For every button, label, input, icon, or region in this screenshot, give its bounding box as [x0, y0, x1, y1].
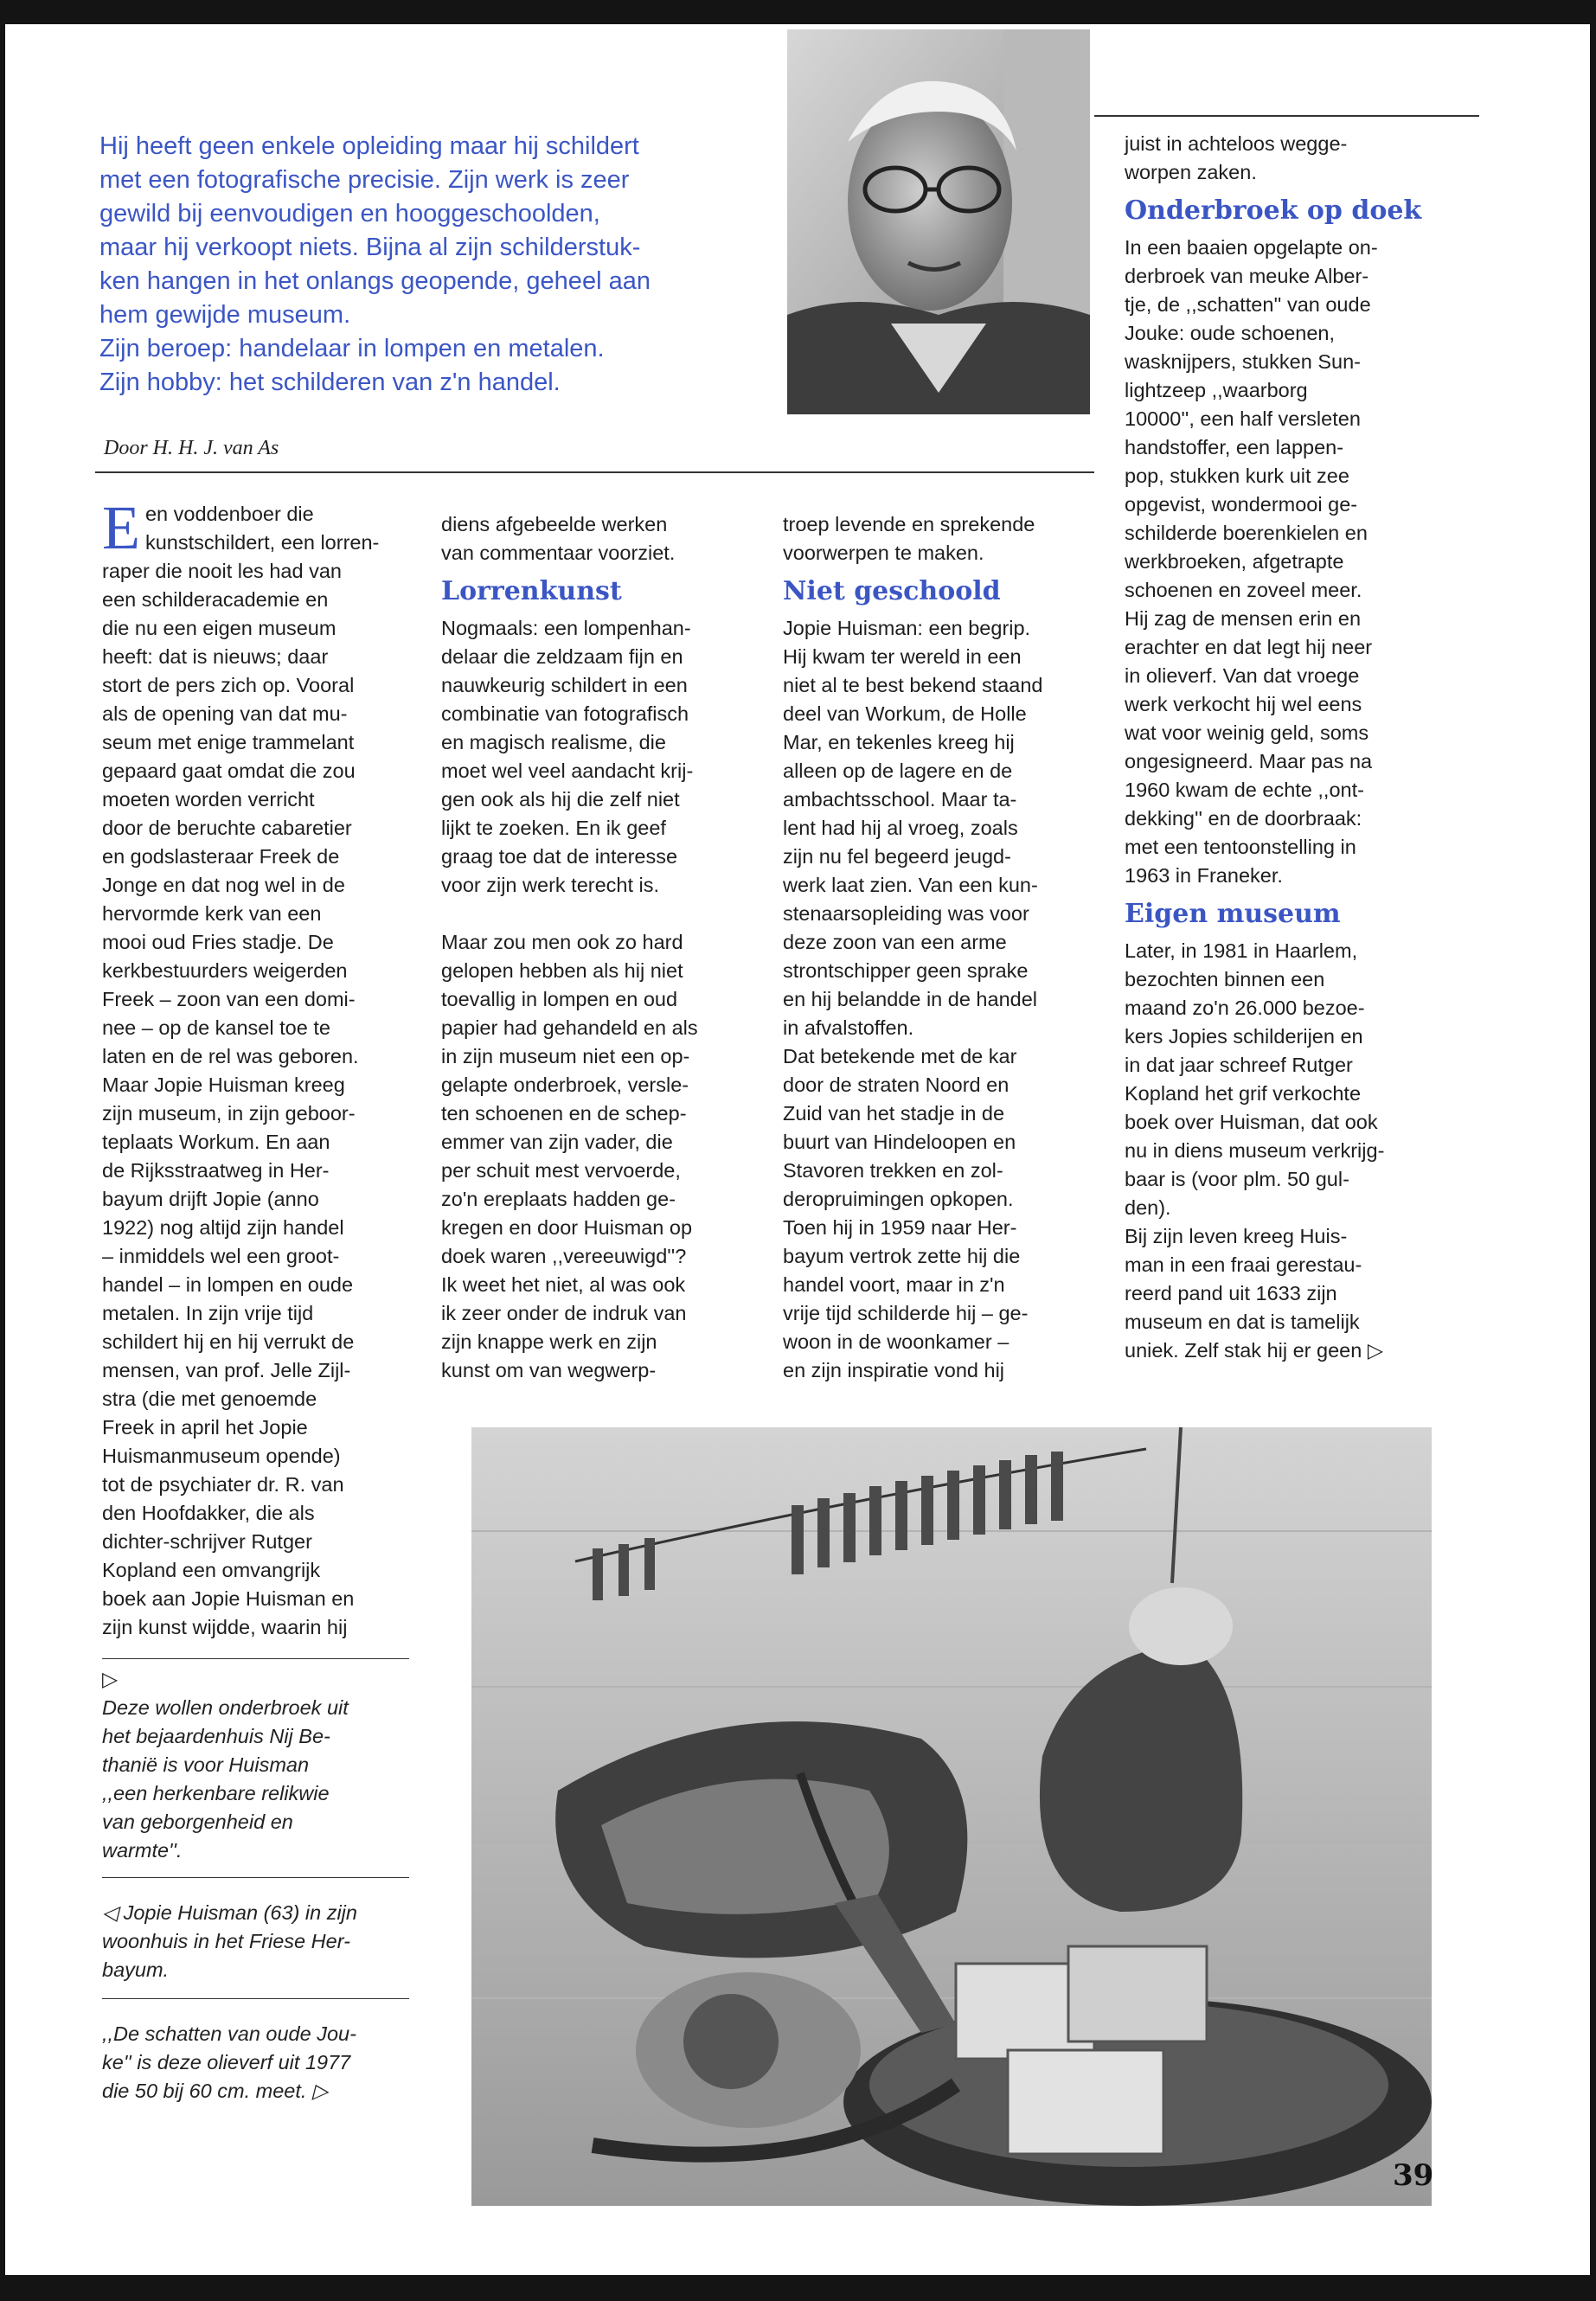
body-line: schildert hij en hij verrukt de	[102, 1330, 355, 1353]
body-line: Jopie Huisman: een begrip.	[783, 617, 1031, 639]
body-line: Bij zijn leven kreeg Huis-	[1125, 1225, 1348, 1247]
body-line: buurt van Hindeloopen en	[783, 1131, 1016, 1153]
section-heading-onderbroek-op-doek: Onderbroek op doek	[1125, 195, 1422, 226]
body-line: museum en dat is tamelijk	[1125, 1311, 1360, 1333]
body-line: – inmiddels wel een groot-	[102, 1245, 340, 1267]
body-line: Later, in 1981 in Haarlem,	[1125, 939, 1358, 962]
intro-line: Zijn hobby: het schilderen van z'n handel.	[99, 369, 561, 396]
body-line: Nogmaals: een lompenhan-	[441, 617, 691, 639]
body-line: moeten worden verricht	[102, 788, 315, 811]
body-line: ik zeer onder de indruk van	[441, 1302, 687, 1324]
divider-rule-right	[1094, 115, 1479, 117]
body-line: pop, stukken kurk uit zee	[1125, 465, 1349, 487]
painting-photo	[471, 1427, 1432, 2206]
body-line: ongesigneerd. Maar pas na	[1125, 750, 1373, 772]
body-line: in dat jaar schreef Rutger	[1125, 1054, 1353, 1076]
body-line: door de beruchte cabaretier	[102, 817, 352, 839]
top-border	[0, 0, 1596, 24]
body-line: bayum vertrok zette hij die	[783, 1245, 1021, 1267]
body-line: raper die nooit les had van	[102, 560, 342, 582]
body-line: Maar Jopie Huisman kreeg	[102, 1074, 345, 1096]
caption-rule	[102, 1877, 409, 1878]
column-4	[1125, 130, 1436, 1365]
caption-painting	[102, 2020, 409, 2106]
caption-line: die 50 bij 60 cm. meet. ▷	[102, 2080, 329, 2102]
body-line: lightzeep ,,waarborg	[1125, 379, 1308, 401]
body-line: bezochten binnen een	[1125, 968, 1325, 990]
body-line: Hij kwam ter wereld in een	[783, 645, 1022, 668]
body-line: voorwerpen te maken.	[783, 542, 984, 564]
body-line: uniek. Zelf stak hij er geen ▷	[1125, 1339, 1383, 1362]
body-line: kunstschildert, een lorren-	[144, 531, 380, 554]
body-line: boek aan Jopie Huisman en	[102, 1587, 355, 1610]
body-line: Kopland het grif verkochte	[1125, 1082, 1362, 1105]
body-line: alleen op de lagere en de	[783, 760, 1013, 782]
body-line: stort de pers zich op. Vooral	[102, 674, 355, 696]
body-line: tje, de ,,schatten'' van oude	[1125, 293, 1371, 316]
body-line: 1963 in Franeker.	[1125, 864, 1283, 887]
body-line: een schilderacademie en	[102, 588, 329, 611]
column-1	[102, 493, 413, 1642]
body-line: handstoffer, een lappen-	[1125, 436, 1344, 458]
body-line: 1960 kwam de echte ,,ont-	[1125, 779, 1364, 801]
intro-line: Zijn beroep: handelaar in lompen en metalen.	[99, 335, 605, 362]
body-line: Mar, en tekenles kreeg hij	[783, 731, 1015, 753]
body-line: mooi oud Fries stadje. De	[102, 931, 334, 953]
body-line: laten en de rel was geboren.	[102, 1045, 359, 1067]
body-line: man in een fraai gerestau-	[1125, 1253, 1362, 1276]
body-line: in afvalstoffen.	[783, 1016, 914, 1039]
intro-line: gewild bij eenvoudigen en hooggeschoolden,	[99, 200, 600, 228]
body-line: heeft: dat is nieuws; daar	[102, 645, 329, 668]
body-line: delaar die zeldzaam fijn en	[441, 645, 683, 668]
body-line: Freek – zoon van een domi-	[102, 988, 356, 1010]
body-line: lent had hij al vroeg, zoals	[783, 817, 1018, 839]
body-line: opgevist, wondermooi ge-	[1125, 493, 1358, 516]
body-line: gelapte onderbroek, versle-	[441, 1074, 689, 1096]
body-line: als de opening van dat mu-	[102, 702, 348, 725]
body-line: kerkbestuurders weigerden	[102, 959, 348, 982]
body-line: zijn museum, in zijn geboor-	[102, 1102, 356, 1125]
body-line: nu in diens museum verkrijg-	[1125, 1139, 1385, 1162]
body-line: vrije tijd schilderde hij – ge-	[783, 1302, 1029, 1324]
body-line: 10000'', een half versleten	[1125, 407, 1361, 430]
body-line: ambachtsschool. Maar ta-	[783, 788, 1017, 811]
caption-arrow: ▷	[102, 1668, 119, 1690]
body-line: en magisch realisme, die	[441, 731, 666, 753]
left-border	[0, 0, 5, 2301]
body-line: door de straten Noord en	[783, 1074, 1010, 1096]
body-line: moet wel veel aandacht krij-	[441, 760, 694, 782]
body-line: die nu een eigen museum	[102, 617, 337, 639]
right-border	[1590, 0, 1596, 2301]
body-line: wasknijpers, stukken Sun-	[1125, 350, 1361, 373]
column-2	[441, 510, 753, 1385]
body-line: mensen, van prof. Jelle Zijl-	[102, 1359, 351, 1381]
body-line: werk laat zien. Van een kun-	[783, 874, 1038, 896]
body-line: woon in de woonkamer –	[783, 1330, 1010, 1353]
body-line: emmer van zijn vader, die	[441, 1131, 673, 1153]
body-line: deze zoon van een arme	[783, 931, 1007, 953]
caption-line: bayum.	[102, 1958, 170, 1981]
body-line: nee – op de kansel toe te	[102, 1016, 330, 1039]
body-line: teplaats Workum. En aan	[102, 1131, 330, 1153]
body-line: combinatie van fotografisch	[441, 702, 689, 725]
caption-line: ke'' is deze olieverf uit 1977	[102, 2051, 351, 2073]
caption-line: Deze wollen onderbroek uit	[102, 1696, 349, 1719]
intro-line: hem gewijde museum.	[99, 301, 351, 329]
body-line: en zijn inspiratie vond hij	[783, 1359, 1005, 1381]
body-line: per schuit mest vervoerde,	[441, 1159, 681, 1182]
body-line: zo'n ereplaats hadden ge-	[441, 1188, 676, 1210]
body-line: ten schoenen en de schep-	[441, 1102, 687, 1125]
intro-line: ken hangen in het onlangs geopende, geheel aan	[99, 267, 651, 295]
body-line: den Hoofdakker, die als	[102, 1502, 315, 1524]
body-line: kunst om van wegwerp-	[441, 1359, 657, 1381]
body-line: boek over Huisman, dat ook	[1125, 1111, 1378, 1133]
body-line: seum met enige trammelant	[102, 731, 355, 753]
body-line: wat voor weinig geld, soms	[1125, 721, 1369, 744]
caption-line: woonhuis in het Friese Her-	[102, 1930, 350, 1952]
body-line: graag toe dat de interesse	[441, 845, 678, 868]
body-line: zijn kunst wijdde, waarin hij	[102, 1616, 348, 1638]
body-line: met een tentoonstelling in	[1125, 836, 1356, 858]
caption-line: thanië is voor Huisman	[102, 1753, 310, 1776]
caption-rule	[102, 1998, 409, 1999]
body-line: In een baaien opgelapte on-	[1125, 236, 1378, 259]
body-line: gen ook als hij die zelf niet	[441, 788, 680, 811]
body-line: 1922) nog altijd zijn handel	[102, 1216, 344, 1239]
bottom-border	[0, 2275, 1596, 2301]
body-line: toevallig in lompen en oud	[441, 988, 678, 1010]
caption-line: ◁ Jopie Huisman (63) in zijn	[102, 1901, 357, 1924]
body-line: tot de psychiater dr. R. van	[102, 1473, 344, 1496]
body-line: metalen. In zijn vrije tijd	[102, 1302, 314, 1324]
section-heading-eigen-museum: Eigen museum	[1125, 899, 1341, 929]
page-number: 39	[1393, 2158, 1434, 2193]
body-line: voor zijn werk terecht is.	[441, 874, 660, 896]
body-line: reerd pand uit 1633 zijn	[1125, 1282, 1337, 1304]
body-line: en hij belandde in de handel	[783, 988, 1038, 1010]
body-line: diens afgebeelde werken	[441, 513, 668, 535]
section-heading-lorrenkunst: Lorrenkunst	[441, 576, 622, 606]
body-line: kregen en door Huisman op	[441, 1216, 693, 1239]
body-line: zijn knappe werk en zijn	[441, 1330, 657, 1353]
body-line: Dat betekende met de kar	[783, 1045, 1017, 1067]
body-line: schilderde boerenkielen en	[1125, 522, 1368, 544]
body-line: niet al te best bekend staand	[783, 674, 1043, 696]
caption-underwear	[102, 1665, 409, 1865]
body-line: papier had gehandeld en als	[441, 1016, 698, 1039]
body-line: zijn nu fel begeerd jeugd-	[783, 845, 1011, 868]
caption-line: ,,een herkenbare relikwie	[102, 1782, 330, 1804]
body-line: Hij zag de mensen erin en	[1125, 607, 1362, 630]
body-line: Toen hij in 1959 naar Her-	[783, 1216, 1017, 1239]
paragraph-gap	[441, 900, 753, 928]
body-line: en voddenboer die	[144, 503, 314, 525]
body-line: in zijn museum niet een op-	[441, 1045, 690, 1067]
body-line: deel van Workum, de Holle	[783, 702, 1027, 725]
column-3	[783, 510, 1094, 1385]
body-line: kers Jopies schilderijen en	[1125, 1025, 1363, 1048]
portrait-photo	[787, 29, 1090, 414]
body-line: bayum drijft Jopie (anno	[102, 1188, 319, 1210]
divider-rule	[95, 471, 1094, 473]
section-heading-niet-geschoold: Niet geschoold	[783, 576, 1001, 606]
body-line: worpen zaken.	[1125, 161, 1257, 183]
body-line: Huismanmuseum opende)	[102, 1445, 341, 1467]
body-line: Ik weet het niet, al was ook	[441, 1273, 686, 1296]
body-line: Jouke: oude schoenen,	[1125, 322, 1336, 344]
body-line: Jonge en dat nog wel in de	[102, 874, 345, 896]
body-line: Maar zou men ook zo hard	[441, 931, 683, 953]
body-line: strontschipper geen sprake	[783, 959, 1029, 982]
body-line: werk verkocht hij wel eens	[1125, 693, 1362, 715]
intro-line: met een fotografische precisie. Zijn werk is zeer	[99, 166, 630, 194]
body-line: in olieverf. Van dat vroege	[1125, 664, 1360, 687]
caption-line: warmte''.	[102, 1839, 183, 1862]
body-line: Freek in april het Jopie	[102, 1416, 308, 1439]
body-line: doek waren ,,vereeuwigd''?	[441, 1245, 687, 1267]
caption-line: ,,De schatten van oude Jou-	[102, 2022, 356, 2045]
caption-rule	[102, 1658, 409, 1659]
body-line: en godslasteraar Freek de	[102, 845, 340, 868]
body-line: dichter-schrijver Rutger	[102, 1530, 312, 1553]
intro-blurb	[99, 130, 757, 400]
body-line: dekking'' en de doorbraak:	[1125, 807, 1362, 830]
body-line: stenaarsopleiding was voor	[783, 902, 1029, 925]
body-line: deropruimingen opkopen.	[783, 1188, 1014, 1210]
body-line: derbroek van meuke Alber-	[1125, 265, 1369, 287]
body-line: lijkt te zoeken. En ik geef	[441, 817, 666, 839]
body-line: gepaard gaat omdat die zou	[102, 760, 356, 782]
byline: Door H. H. J. van As	[104, 437, 279, 459]
body-line: maand zo'n 26.000 bezoe-	[1125, 997, 1365, 1019]
body-line: erachter en dat legt hij neer	[1125, 636, 1373, 658]
body-line: handel voort, maar in z'n	[783, 1273, 1005, 1296]
body-line: Kopland een omvangrijk	[102, 1559, 321, 1581]
body-line: handel – in lompen en oude	[102, 1273, 354, 1296]
intro-line: Hij heeft geen enkele opleiding maar hij schildert	[99, 132, 639, 160]
caption-portrait	[102, 1899, 409, 1984]
body-line: Stavoren trekken en zol-	[783, 1159, 1003, 1182]
body-line: gelopen hebben als hij niet	[441, 959, 683, 982]
caption-line: het bejaardenhuis Nij Be-	[102, 1725, 330, 1747]
body-line: juist in achteloos wegge-	[1125, 132, 1348, 155]
body-line: van commentaar voorziet.	[441, 542, 676, 564]
caption-line: van geborgenheid en	[102, 1811, 293, 1833]
body-line: werkbroeken, afgetrapte	[1125, 550, 1344, 573]
drop-cap: E	[102, 493, 140, 562]
body-line: den).	[1125, 1196, 1171, 1219]
body-line: hervormde kerk van een	[102, 902, 322, 925]
intro-line: maar hij verkoopt niets. Bijna al zijn schilderstuk-	[99, 234, 641, 261]
body-line: Zuid van het stadje in de	[783, 1102, 1005, 1125]
body-line: stra (die met genoemde	[102, 1388, 317, 1410]
body-line: nauwkeurig schildert in een	[441, 674, 688, 696]
body-line: troep levende en sprekende	[783, 513, 1035, 535]
body-line: de Rijksstraatweg in Her-	[102, 1159, 330, 1182]
body-line: baar is (voor plm. 50 gul-	[1125, 1168, 1349, 1190]
body-line: schoenen en zoveel meer.	[1125, 579, 1362, 601]
